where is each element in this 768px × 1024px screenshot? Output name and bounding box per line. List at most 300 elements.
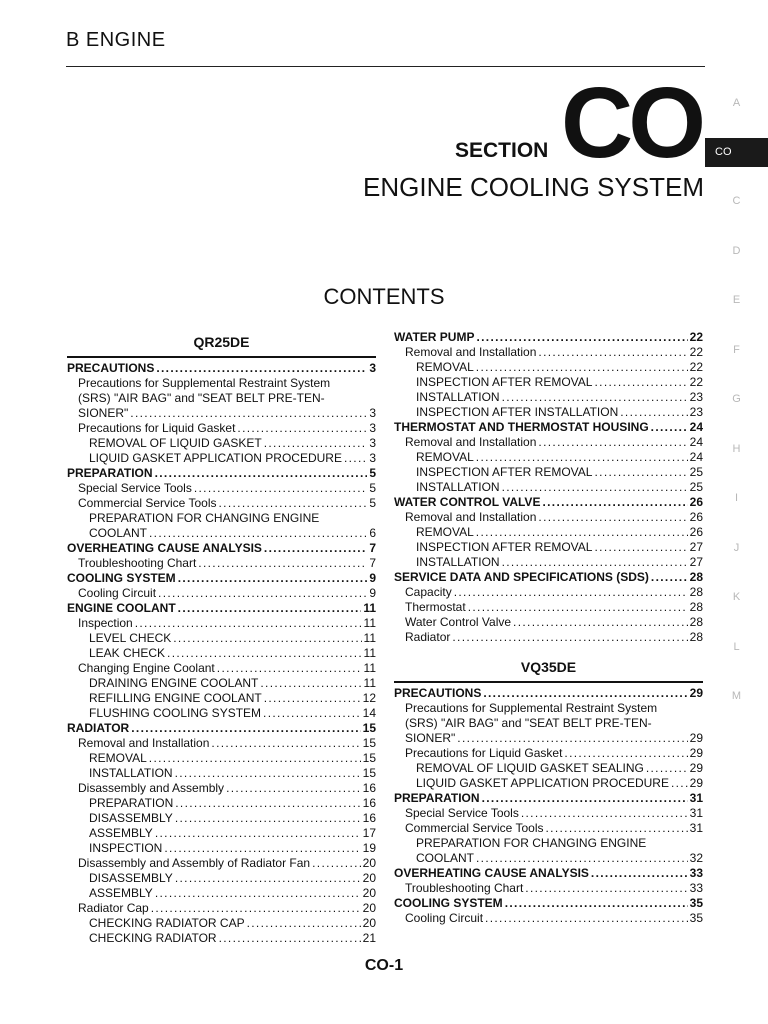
toc-heading-entry[interactable] [67,571,376,586]
toc-entry-title: REMOVAL [416,450,474,464]
toc-page-number: 27 [689,555,703,569]
dot-leader [226,781,361,796]
toc-entry-title: SIONER" [405,731,456,745]
toc-entry-title: PRECAUTIONS [67,361,155,375]
toc-page-number: 25 [689,465,703,479]
toc-entry[interactable] [67,886,376,901]
toc-entry-title: Capacity [405,585,452,599]
toc-entry-title: Precautions for Liquid Gasket [405,746,563,760]
toc-page-number: 11 [363,601,376,615]
toc-entry-title: Special Service Tools [78,481,192,495]
dot-leader [151,901,361,916]
toc-entry[interactable] [394,615,703,630]
dot-leader [542,495,687,510]
toc-entry-title: PRECAUTIONS [394,686,482,700]
dot-leader [521,806,688,821]
side-tab-d[interactable]: D [732,244,741,257]
dot-leader [476,450,688,465]
dot-leader [538,510,687,525]
toc-heading-entry[interactable] [67,466,376,481]
toc-entry[interactable] [394,480,703,495]
dot-leader [155,466,368,481]
toc-page-number: 20 [362,871,376,885]
toc-entry[interactable] [394,450,703,465]
toc-heading-entry[interactable] [67,541,376,556]
toc-entry-title: Removal and Installation [405,435,537,449]
toc-entry[interactable] [67,736,376,751]
side-tab-j[interactable]: J [733,541,740,554]
toc-entry[interactable] [67,856,376,871]
dot-leader [155,886,361,901]
dot-leader [651,570,688,585]
toc-page-number: 35 [689,896,703,910]
toc-entry[interactable] [394,746,703,761]
dot-leader [344,451,367,466]
section-index-tabs [705,78,768,721]
toc-entry[interactable] [394,345,703,360]
toc-entry-title: INSPECTION AFTER REMOVAL [416,465,593,479]
toc-entry-title: FLUSHING COOLING SYSTEM [89,706,262,720]
toc-entry-title: Disassembly and Assembly of Radiator Fan [78,856,311,870]
toc-entry[interactable] [67,616,376,631]
toc-entry-title: WATER PUMP [394,330,475,344]
toc-page-number: 28 [689,570,703,584]
toc-entry[interactable] [394,806,703,821]
side-tab-co[interactable]: CO [705,138,768,167]
side-tab-a[interactable]: A [732,96,741,109]
toc-entry-title: PREPARATION [67,466,153,480]
toc-entry-title: Precautions for Liquid Gasket [78,421,236,435]
toc-entry[interactable] [67,826,376,841]
toc-heading-entry[interactable] [67,601,376,616]
toc-entry[interactable] [67,781,376,796]
toc-page-number: 22 [689,345,703,359]
toc-page-number: 16 [362,781,376,795]
toc-page-number: 28 [689,615,703,629]
toc-heading-entry[interactable] [394,420,703,435]
dot-leader [130,406,367,421]
side-tab-h[interactable]: H [732,442,741,455]
toc-heading-entry[interactable] [67,721,376,736]
toc-entry[interactable] [394,555,703,570]
side-tab-e[interactable]: E [732,294,741,307]
dot-leader [651,420,688,435]
toc-page-number: 16 [362,811,376,825]
toc-entry-title: REMOVAL [89,751,147,765]
toc-entry-continued-line: PREPARATION FOR CHANGING ENGINE [89,511,320,525]
toc-page-number: 6 [369,526,376,540]
dot-leader [175,811,361,826]
toc-entry[interactable] [394,390,703,405]
toc-entry[interactable] [394,465,703,480]
toc-entry[interactable] [394,405,703,420]
toc-heading-entry[interactable] [394,495,703,510]
toc-page-number: 26 [689,525,703,539]
dot-leader [211,736,360,751]
toc-entry-title: COOLANT [416,851,475,865]
toc-entry-title: SIONER" [78,406,129,420]
dot-leader [263,706,361,721]
toc-entry[interactable] [67,796,376,811]
toc-entry-continued-line: (SRS) "AIR BAG" and "SEAT BELT PRE-TEN- [405,716,652,730]
toc-entry-title: Removal and Installation [405,510,537,524]
toc-page-number: 3 [369,361,376,375]
toc-page-number: 22 [689,360,703,374]
toc-entry[interactable] [67,586,376,601]
toc-entry-title: Cooling Circuit [78,586,157,600]
toc-page-number: 33 [689,866,703,880]
dot-leader [476,330,687,345]
toc-page-number: 15 [362,751,376,765]
dot-leader [591,866,688,881]
toc-entry-title: Special Service Tools [405,806,519,820]
toc-page-number: 11 [363,631,376,645]
dot-leader [260,676,361,691]
toc-entry-title: SERVICE DATA AND SPECIFICATIONS (SDS) [394,570,649,584]
toc-entry[interactable] [394,821,703,836]
dot-leader [312,856,361,871]
toc-entry-title: REMOVAL OF LIQUID GASKET [89,436,262,450]
toc-entry-title: INSTALLATION [416,390,500,404]
toc-entry[interactable] [67,871,376,886]
toc-entry-title: RADIATOR [67,721,130,735]
toc-page-number: 20 [362,901,376,915]
toc-column-left [67,330,376,946]
toc-entry-title: Removal and Installation [78,736,210,750]
toc-page-number: 31 [689,806,703,820]
side-tab-k[interactable]: K [732,591,741,604]
dot-leader [538,435,687,450]
toc-entry-title: Radiator [405,630,451,644]
toc-entry[interactable] [67,631,376,646]
toc-entry-title: REMOVAL [416,525,474,539]
toc-entry[interactable] [67,451,376,466]
toc-heading-entry[interactable] [67,361,376,376]
dot-leader [457,731,687,746]
side-tab-i[interactable]: I [734,492,739,505]
toc-page-number: 27 [689,540,703,554]
toc-entry[interactable] [394,776,703,791]
dot-leader [155,826,361,841]
page-number: CO-1 [364,957,404,974]
toc-column-right [394,330,703,926]
dot-leader [149,526,367,541]
toc-entry-continued-line: (SRS) "AIR BAG" and "SEAT BELT PRE-TEN- [78,391,325,405]
toc-page-number: 11 [363,646,376,660]
toc-entry[interactable] [67,901,376,916]
toc-page-number: 25 [689,480,703,494]
toc-page-number: 5 [369,496,376,510]
toc-entry[interactable] [67,496,376,511]
toc-entry[interactable] [394,851,703,866]
dot-leader [167,646,362,661]
toc-entry-title: INSPECTION AFTER REMOVAL [416,540,593,554]
side-tab-f[interactable]: F [733,343,740,356]
dot-leader [158,586,367,601]
dot-leader [505,896,688,911]
toc-page-number: 9 [369,586,376,600]
toc-entry-title: INSTALLATION [89,766,173,780]
toc-entry-title: WATER CONTROL VALVE [394,495,541,509]
toc-page-number: 12 [362,691,376,705]
dot-leader [594,540,687,555]
side-tab-m[interactable]: M [731,690,742,703]
toc-page-number: 31 [689,791,703,805]
dot-leader [546,821,688,836]
dot-leader [594,465,687,480]
toc-entry-title: PREPARATION [89,796,174,810]
toc-entry-title: INSPECTION AFTER INSTALLATION [416,405,619,419]
toc-entry-title: LEVEL CHECK [89,631,172,645]
dot-leader [564,746,687,761]
toc-page-number: 3 [369,421,376,435]
toc-entry[interactable] [67,841,376,856]
toc-heading-entry[interactable] [394,896,703,911]
dot-leader [594,375,687,390]
dot-leader [502,555,688,570]
side-tab-c[interactable]: C [732,195,741,208]
side-tab-l[interactable]: L [733,640,740,653]
section-name: ENGINE COOLING SYSTEM [363,172,704,202]
toc-page-number: 35 [689,911,703,925]
toc-entry-title: REFILLING ENGINE COOLANT [89,691,262,705]
dot-leader [485,911,688,926]
toc-page-number: 29 [689,731,703,745]
dot-leader [194,481,367,496]
toc-page-number: 24 [689,420,703,434]
toc-page-number: 28 [689,630,703,644]
toc-entry[interactable] [394,525,703,540]
dot-leader [452,630,687,645]
toc-entry-title: Cooling Circuit [405,911,484,925]
toc-entry-title: Removal and Installation [405,345,537,359]
toc-entry[interactable] [67,526,376,541]
toc-entry-title: INSPECTION AFTER REMOVAL [416,375,593,389]
dot-leader [538,345,687,360]
toc-entry[interactable] [394,600,703,615]
dot-leader [264,541,367,556]
toc-page-number: 23 [689,390,703,404]
dot-leader [164,841,360,856]
toc-entry-title: LIQUID GASKET APPLICATION PROCEDURE [89,451,342,465]
toc-entry[interactable] [67,676,376,691]
toc-entry[interactable] [394,435,703,450]
toc-page-number: 24 [689,450,703,464]
toc-entry-title: INSTALLATION [416,555,500,569]
toc-entry-title: CHECKING RADIATOR CAP [89,916,245,930]
toc-entry[interactable] [394,375,703,390]
toc-entry-title: ASSEMBLY [89,886,153,900]
toc-page-number: 5 [369,466,376,480]
toc-page-number: 28 [689,600,703,614]
toc-entry[interactable] [67,406,376,421]
toc-entry-title: INSPECTION [89,841,163,855]
dot-leader [620,405,687,420]
toc-page-number: 7 [369,541,376,555]
dot-leader [198,556,367,571]
toc-heading-entry[interactable] [394,686,703,701]
toc-page-number: 21 [362,931,376,945]
toc-page-number: 3 [369,451,376,465]
toc-page-number: 14 [362,706,376,720]
toc-entry[interactable] [67,646,376,661]
toc-entry-title: Water Control Valve [405,615,512,629]
toc-page-number: 16 [362,796,376,810]
toc-entry-title: Radiator Cap [78,901,149,915]
dot-leader [483,686,687,701]
engine-group-title: VQ35DE [520,659,577,675]
header-section-title: B ENGINE [66,29,166,51]
toc-page-number: 29 [689,761,703,775]
dot-leader [482,791,688,806]
toc-entry[interactable] [394,585,703,600]
dot-leader [247,916,361,931]
toc-page-number: 11 [363,661,376,675]
group-rule [67,356,376,358]
toc-entry[interactable] [394,761,703,776]
dot-leader [671,776,688,791]
toc-entry[interactable] [67,436,376,451]
dot-leader [513,615,688,630]
toc-entry[interactable] [394,360,703,375]
toc-page-number: 32 [689,851,703,865]
toc-page-number: 29 [689,746,703,760]
toc-page-number: 15 [362,736,376,750]
toc-entry-title: LIQUID GASKET APPLICATION PROCEDURE [416,776,669,790]
toc-entry[interactable] [67,751,376,766]
toc-page-number: 26 [689,495,703,509]
toc-entry-title: COOLANT [89,526,148,540]
toc-page-number: 26 [689,510,703,524]
toc-entry-title: Troubleshooting Chart [405,881,524,895]
toc-entry-continued-line: Precautions for Supplemental Restraint System [78,376,331,390]
toc-page-number: 20 [362,886,376,900]
dot-leader [476,851,688,866]
toc-entry[interactable] [394,911,703,926]
dot-leader [149,751,361,766]
toc-heading-entry[interactable] [394,570,703,585]
toc-heading-entry[interactable] [394,330,703,345]
toc-entry-title: THERMOSTAT AND THERMOSTAT HOUSING [394,420,649,434]
toc-page-number: 19 [362,841,376,855]
toc-entry[interactable] [67,556,376,571]
dot-leader [525,881,687,896]
toc-entry-title: DRAINING ENGINE COOLANT [89,676,259,690]
toc-entry[interactable] [67,766,376,781]
toc-page-number: 7 [369,556,376,570]
toc-entry-title: PREPARATION [394,791,480,805]
toc-entry-title: INSTALLATION [416,480,500,494]
toc-entry-title: DISASSEMBLY [89,811,173,825]
toc-entry[interactable] [67,661,376,676]
toc-entry-title: Commercial Service Tools [78,496,217,510]
group-spacer [394,645,703,655]
toc-entry-title: COOLING SYSTEM [67,571,176,585]
toc-heading-entry[interactable] [394,866,703,881]
toc-page-number: 29 [689,776,703,790]
group-rule [394,681,703,683]
dot-leader [175,766,361,781]
toc-entry[interactable] [67,706,376,721]
toc-entry[interactable] [67,811,376,826]
toc-page-number: 3 [369,436,376,450]
toc-page-number: 33 [689,881,703,895]
toc-entry-title: LEAK CHECK [89,646,166,660]
toc-entry-title: Changing Engine Coolant [78,661,215,675]
toc-entry[interactable] [67,421,376,436]
toc-entry[interactable] [67,481,376,496]
dot-leader [219,496,368,511]
toc-entry[interactable] [67,931,376,946]
toc-entry-title: OVERHEATING CAUSE ANALYSIS [394,866,589,880]
engine-group-title: QR25DE [193,334,250,350]
toc-page-number: 15 [362,766,376,780]
toc-entry[interactable] [394,510,703,525]
toc-entry[interactable] [394,881,703,896]
dot-leader [646,761,688,776]
dot-leader [178,601,362,616]
toc-page-number: 31 [689,821,703,835]
section-label: SECTION [455,139,549,162]
dot-leader [454,585,688,600]
contents-heading: CONTENTS [323,284,445,309]
toc-entry-title: ASSEMBLY [89,826,153,840]
toc-entry-continued-line: PREPARATION FOR CHANGING ENGINE [416,836,647,850]
dot-leader [502,480,688,495]
toc-heading-entry[interactable] [394,791,703,806]
dot-leader [219,931,361,946]
toc-entry-title: REMOVAL [416,360,474,374]
toc-entry[interactable] [394,630,703,645]
dot-leader [175,796,360,811]
toc-entry-title: Inspection [78,616,133,630]
dot-leader [502,390,688,405]
toc-entry-title: DISASSEMBLY [89,871,173,885]
toc-page-number: 22 [689,375,703,389]
toc-page-number: 3 [369,406,376,420]
toc-entry-continued-line: Precautions for Supplemental Restraint System [405,701,658,715]
toc-entry-title: Troubleshooting Chart [78,556,197,570]
dot-leader [135,616,362,631]
toc-page-number: 24 [689,435,703,449]
dot-leader [156,361,367,376]
toc-page-number: 5 [369,481,376,495]
toc-entry[interactable] [67,916,376,931]
toc-page-number: 20 [362,916,376,930]
toc-entry-title: OVERHEATING CAUSE ANALYSIS [67,541,262,555]
toc-entry[interactable] [67,691,376,706]
toc-entry-title: ENGINE COOLANT [67,601,176,615]
dot-leader [476,525,688,540]
toc-entry[interactable] [394,731,703,746]
toc-entry[interactable] [394,540,703,555]
toc-entry-title: COOLING SYSTEM [394,896,503,910]
toc-page-number: 11 [363,676,376,690]
toc-entry-title: Disassembly and Assembly [78,781,225,795]
toc-page-number: 17 [362,826,376,840]
toc-page-number: 11 [363,616,376,630]
dot-leader [178,571,368,586]
dot-leader [264,436,368,451]
section-code: CO [561,67,701,179]
toc-page-number: 29 [689,686,703,700]
toc-page-number: 20 [362,856,376,870]
side-tab-g[interactable]: G [732,393,741,406]
dot-leader [173,631,361,646]
toc-page-number: 9 [369,571,376,585]
dot-leader [476,360,688,375]
toc-page-number: 22 [689,330,703,344]
